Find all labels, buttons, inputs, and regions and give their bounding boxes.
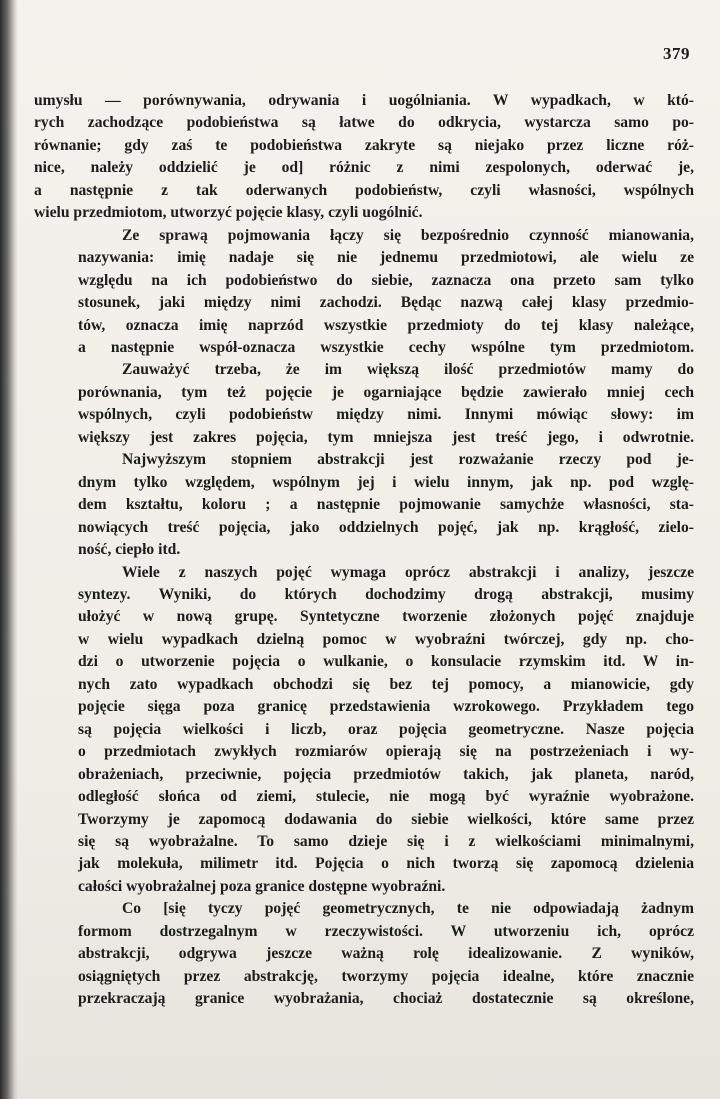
text-line: a następnie z tak oderwanych podobieństw, czyli własności, wspólnych [34, 181, 694, 199]
text-line: Najwyższym stopniem abstrakcji jest rozważanie rzeczy pod je- [122, 451, 694, 469]
text-line: odległość słońca od ziemi, stulecie, nie mogą być wyraźnie wyobrażone. [78, 788, 694, 806]
text-line: tów, oznacza imię naprzód wszystkie przedmioty do tej klasy należące, [78, 316, 694, 334]
text-line: względu na ich podobieństwo do siebie, zaznacza ona przeto sam tylko [78, 271, 694, 289]
text-line: abstrakcji, odgrywa jeszcze ważną rolę idealizowanie. Z wyników, [78, 945, 694, 963]
text-line: równanie; gdy zaś te podobieństwa zakryte są niejako przez liczne róż- [34, 136, 694, 154]
text-line: wspólnych, czyli podobieństw między nimi. Innymi mówiąc słowy: im [78, 406, 694, 424]
body-text [34, 90, 694, 1011]
text-line: wielu przedmiotom, utworzyć pojęcie klasy, czyli uogólnić. [34, 204, 423, 222]
text-line: formom dostrzegalnym w rzeczywistości. W utworzeniu ich, oprócz [78, 922, 694, 940]
text-line: jak molekuła, milimetr itd. Pojęcia o nich tworzą się zapomocą dzielenia [78, 855, 694, 873]
text-line: umysłu — porównywania, odrywania i uogólniania. W wypadkach, w któ- [34, 92, 694, 109]
paragraph-1 [34, 90, 694, 225]
text-line: Co [się tyczy pojęć geometrycznych, te nie odpowiadają żadnym [122, 900, 694, 918]
text-line: dnym tylko względem, wspólnym jej i wielu innym, jak np. pod wzglę- [78, 473, 694, 491]
text-line: nice, należy oddzielić je od] różnic z nimi zespolonych, oderwać je, [34, 159, 694, 177]
text-line: dem kształtu, koloru ; a następnie pojmowanie samychże własności, sta- [78, 496, 694, 514]
paragraph-5 [34, 562, 694, 899]
text-line: osiągniętych przez abstrakcję, tworzymy pojęcia idealne, które znacznie [78, 967, 694, 985]
text-line: obrażeniach, przeciwnie, pojęcia przedmiotów takich, jak planeta, naród, [78, 765, 694, 783]
page-number: 379 [663, 44, 690, 63]
text-line: Tworzymy je zapomocą dodawania do siebie wielkości, które same przez [78, 810, 694, 828]
text-line: większy jest zakres pojęcia, tym mniejsza jest treść jego, i odwrotnie. [78, 428, 694, 446]
text-line: Wiele z naszych pojęć wymaga oprócz abstrakcji i analizy, jeszcze [122, 563, 694, 581]
paragraph-2 [34, 225, 694, 360]
text-line: stosunek, jaki między nimi zachodzi. Będąc nazwą całej klasy przedmio- [78, 294, 694, 312]
text-line: ułożyć w nową grupę. Syntetyczne tworzenie złożonych pojęć znajduje [78, 608, 694, 626]
text-line: nazywania: imię nadaje się nie jednemu przedmiotowi, ale wielu ze [78, 249, 694, 267]
text-line: o przedmiotach zwykłych rozmiarów opierają się na postrzeżeniach i wy- [78, 743, 694, 761]
text-line: ność, ciepło itd. [78, 541, 181, 559]
paragraph-4 [34, 449, 694, 561]
text-line: a następnie współ-oznacza wszystkie cechy wspólne tym przedmiotom. [78, 338, 694, 356]
text-line: przekraczają granice wyobrażania, chociaż dostatecznie są określone, [78, 990, 694, 1008]
text-line: całości wyobrażalnej poza granice dostępne wyobraźni. [78, 877, 446, 895]
book-spine-shadow [0, 0, 18, 1099]
text-line: porównania, tym też pojęcie je ogarniające będzie zawierało mniej cech [78, 383, 694, 401]
text-line: pojęcie sięga poza granicę przedstawienia wzrokowego. Przykładem tego [78, 698, 694, 716]
text-line: się są wyobrażalne. To samo dzieje się i z wielkościami minimalnymi, [78, 832, 694, 850]
text-line: syntezy. Wyniki, do których dochodzimy drogą abstrakcji, musimy [78, 585, 694, 603]
paragraph-6 [34, 898, 694, 1010]
text-line: rych zachodzące podobieństwa są łatwe do odkrycia, wystarcza samo po- [34, 114, 694, 132]
text-line: dzi o utworzenie pojęcia o wulkanie, o konsulacie rzymskim itd. W in- [78, 653, 694, 671]
text-line: Ze sprawą pojmowania łączy się bezpośrednio czynność mianowania, [122, 226, 694, 244]
text-line: nych zato wypadkach obchodzi się bez tej pomocy, a mianowicie, gdy [78, 675, 694, 693]
text-line: Zauważyć trzeba, że im większą ilość przedmiotów mamy do [122, 361, 694, 379]
text-line: nowiących treść pojęcia, jako oddzielnych pojęć, jak np. krągłość, zielo- [78, 518, 694, 536]
text-line: są pojęcia wielkości i liczb, oraz pojęcia geometryczne. Nasze pojęcia [78, 720, 694, 738]
text-line: w wielu wypadkach dzielną pomoc w wyobraźni twórczej, gdy np. cho- [78, 630, 694, 648]
paragraph-3 [34, 359, 694, 449]
